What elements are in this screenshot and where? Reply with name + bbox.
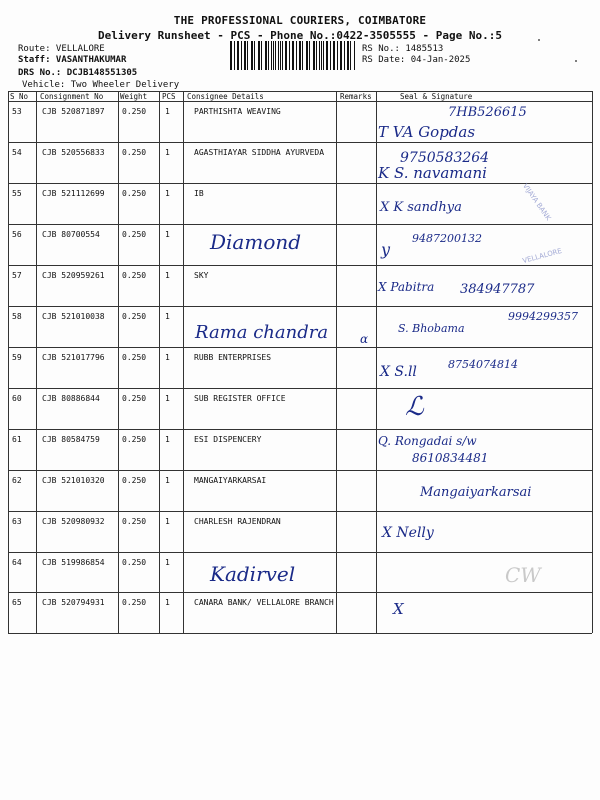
pcs-cell: 1 [165,476,170,485]
handwritten-signature: T VA Gopdas [378,123,476,141]
consignee-cell: RUBB ENTERPRISES [194,353,272,362]
col-header-consignee: Consignee Details [187,92,264,101]
pcs-cell: 1 [165,148,170,157]
handwritten-signature: X [393,600,404,618]
barcode-bar [254,41,255,70]
weight-cell: 0.250 [122,189,147,198]
col-header-signature: Seal & Signature [400,92,473,101]
sno-cell: 65 [12,598,22,607]
col-header-remarks: Remarks [340,92,372,101]
handwritten-phone: 9994299357 [508,310,578,323]
pcs-cell: 1 [165,598,170,607]
sno-cell: 53 [12,107,22,116]
weight-cell: 0.250 [122,353,147,362]
barcode-bar [340,41,341,70]
consignment-cell: CJB 520871897 [42,107,105,116]
table-row [0,184,600,224]
consignment-cell: CJB 80584759 [42,435,100,444]
consignment-cell: CJB 521017796 [42,353,105,362]
sno-cell: 57 [12,271,22,280]
consignment-cell: CJB 520959261 [42,271,105,280]
handwritten-mark: ɑ [360,332,369,346]
handwritten-signature: Q. Rongadai s/w [378,434,477,448]
weight-cell: 0.250 [122,107,147,116]
sno-cell: 63 [12,517,22,526]
drs-label: DRS No.: DCJB148551305 [18,68,138,78]
sno-cell: 64 [12,558,22,567]
pcs-cell: 1 [165,353,170,362]
handwritten-phone: 8610834481 [412,451,489,465]
handwritten-signature: X Nelly [382,525,434,541]
pcs-cell: 1 [165,435,170,444]
table-row [0,512,600,552]
handwritten-consignee: Kadirvel [210,562,296,586]
handwritten-consignee: Diamond [210,230,302,254]
speck [575,60,577,62]
consignee-cell: SKY [194,271,209,280]
table-row [0,430,600,470]
handwritten-phone: 9750583264 [400,150,490,166]
speck [538,39,540,41]
weight-cell: 0.250 [122,476,147,485]
handwritten-signature: S. Bhobama [398,322,465,335]
barcode-bar [319,41,320,70]
handwritten-signature: X K sandhya [380,200,462,215]
handwritten-phone: 9487200132 [412,232,482,245]
weight-cell: 0.250 [122,517,147,526]
col-header-consignment: Consignment No [40,92,104,101]
consignee-cell: CANARA BANK/ VELLALORE BRANCH [194,598,334,607]
col-header-pcs: PCS [162,92,176,101]
weight-cell: 0.250 [122,394,147,403]
handwritten-phone: 8754074814 [448,358,518,371]
vehicle-label: Vehicle: Two Wheeler Delivery [22,80,180,90]
barcode-bar [238,41,239,70]
consignment-cell: CJB 520980932 [42,517,105,526]
pcs-cell: 1 [165,394,170,403]
barcode-bar [293,41,294,70]
table-row [0,143,600,183]
barcode-bar [278,41,279,70]
barcode [230,41,355,70]
sno-cell: 54 [12,148,22,157]
handwritten-signature: X S.ll [380,364,417,380]
consignee-cell: CHARLESH RAJENDRAN [194,517,281,526]
sno-cell: 56 [12,230,22,239]
stamp-text: VIJAYA BANK [520,182,553,222]
handwritten-signature: Mangaiyarkarsai [420,485,532,500]
sno-cell: 60 [12,394,22,403]
handwritten-signature: K S. navamani [378,164,487,182]
pcs-cell: 1 [165,189,170,198]
sno-cell: 58 [12,312,22,321]
table-row [0,389,600,429]
weight-cell: 0.250 [122,435,147,444]
consignment-cell: CJB 519986854 [42,558,105,567]
weight-cell: 0.250 [122,271,147,280]
handwritten-mark: y [381,240,391,259]
weight-cell: 0.250 [122,230,147,239]
weight-cell: 0.250 [122,148,147,157]
consignment-cell: CJB 80886844 [42,394,100,403]
sno-cell: 55 [12,189,22,198]
handwritten-signature: 7HB526615 [448,105,527,120]
consignment-cell: CJB 520556833 [42,148,105,157]
table-row [0,593,600,633]
sno-cell: 62 [12,476,22,485]
handwritten-phone: 384947787 [460,282,535,297]
handwritten-signature: X Pabitra [378,280,435,294]
handwritten-note: CW [505,563,541,587]
pcs-cell: 1 [165,230,170,239]
consignee-cell: MANGAIYARKARSAI [194,476,267,485]
weight-cell: 0.250 [122,312,147,321]
pcs-cell: 1 [165,558,170,567]
pcs-cell: 1 [165,312,170,321]
col-header-weight: Weight [120,92,148,101]
pcs-cell: 1 [165,271,170,280]
weight-cell: 0.250 [122,558,147,567]
page-title: THE PROFESSIONAL COURIERS, COIMBATORE [173,14,427,27]
handwritten-mark: ℒ [405,392,424,422]
consignment-cell: CJB 521010038 [42,312,105,321]
route-label: Route: VELLALORE [18,44,105,54]
stamp-text: VELLALORE [521,246,563,266]
consignment-cell: CJB 520794931 [42,598,105,607]
weight-cell: 0.250 [122,598,147,607]
col-header-sno: S No [10,92,29,101]
pcs-cell: 1 [165,107,170,116]
pcs-cell: 1 [165,517,170,526]
sno-cell: 61 [12,435,22,444]
consignee-cell: AGASTHIAYAR SIDDHA AYURVEDA [194,148,325,157]
consignee-cell: IB [194,189,204,198]
consignment-cell: CJB 521010320 [42,476,105,485]
consignee-cell: SUB REGISTER OFFICE [194,394,286,403]
consignee-cell: ESI DISPENCERY [194,435,262,444]
staff-label: Staff: VASANTHAKUMAR [18,55,127,65]
rs-no-label: RS No.: 1485513 [362,44,444,54]
handwritten-consignee: Rama chandra [195,322,329,343]
rs-date-label: RS Date: 04-Jan-2025 [362,55,471,65]
consignment-cell: CJB 80700554 [42,230,100,239]
consignment-cell: CJB 521112699 [42,189,105,198]
runsheet-subtitle: Delivery Runsheet - PCS - Phone No.:0422-3505555 - Page No.:5 [98,29,502,42]
consignee-cell: PARTHISHTA WEAVING [194,107,281,116]
sno-cell: 59 [12,353,22,362]
